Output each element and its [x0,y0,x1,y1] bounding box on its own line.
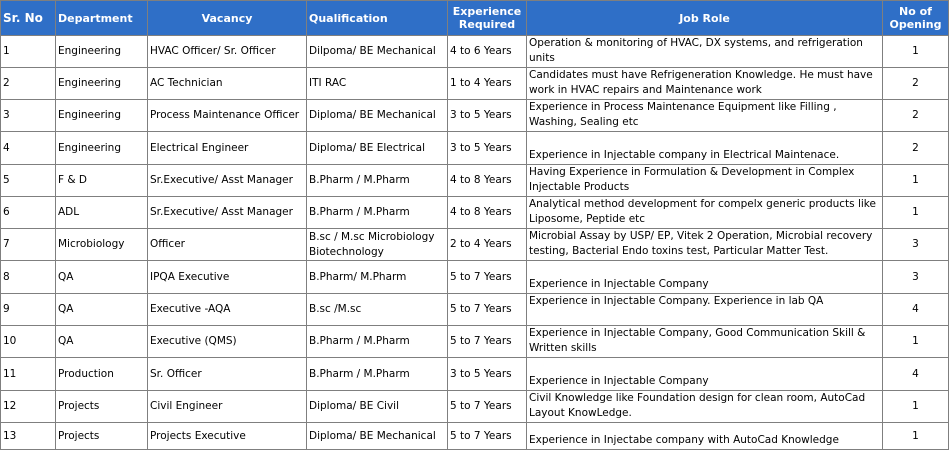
header-job-role: Job Role [527,1,883,36]
cell-vacancy: Officer [148,229,307,261]
cell-department: Engineering [56,132,148,165]
cell-department: Engineering [56,100,148,132]
cell-openings: 3 [883,261,949,294]
header-vacancy: Vacancy [148,1,307,36]
cell-experience: 3 to 5 Years [448,358,527,391]
cell-qualification: B.Pharm / M.Pharm [307,165,448,197]
cell-qualification: Diploma/ BE Mechanical [307,100,448,132]
cell-job-role: Experience in Injectabe company with AutoCad Knowledge [527,423,883,450]
cell-qualification: Dilpoma/ BE Mechanical [307,36,448,68]
table-row [1,294,949,326]
cell-qualification: Diploma/ BE Electrical [307,132,448,165]
header-department: Department [56,1,148,36]
cell-experience: 4 to 6 Years [448,36,527,68]
cell-openings: 1 [883,326,949,358]
cell-vacancy: Executive -AQA [148,294,307,326]
cell-qualification: Diploma/ BE Civil [307,391,448,423]
cell-job-role: Analytical method development for compelx generic products like Liposome, Peptide etc [527,197,883,229]
table-row [1,229,949,261]
cell-vacancy: IPQA Executive [148,261,307,294]
cell-department: QA [56,261,148,294]
cell-vacancy: Electrical Engineer [148,132,307,165]
cell-vacancy: Civil Engineer [148,391,307,423]
cell-openings: 4 [883,294,949,326]
cell-department: ADL [56,197,148,229]
cell-job-role: Operation & monitoring of HVAC, DX systems, and refrigeration units [527,36,883,68]
cell-sr-no: 2 [1,68,56,100]
cell-qualification: B.Pharm / M.Pharm [307,358,448,391]
header-qualification: Qualification [307,1,448,36]
cell-openings: 1 [883,165,949,197]
cell-vacancy: Process Maintenance Officer [148,100,307,132]
table-row [1,197,949,229]
cell-openings: 4 [883,358,949,391]
cell-department: Engineering [56,68,148,100]
cell-sr-no: 13 [1,423,56,450]
cell-sr-no: 1 [1,36,56,68]
cell-job-role: Experience in Injectable Company. Experience in lab QA [527,294,883,326]
cell-vacancy: Projects Executive [148,423,307,450]
cell-experience: 5 to 7 Years [448,391,527,423]
cell-experience: 5 to 7 Years [448,326,527,358]
cell-openings: 1 [883,391,949,423]
cell-openings: 2 [883,68,949,100]
cell-experience: 4 to 8 Years [448,165,527,197]
table-row [1,326,949,358]
table-row [1,165,949,197]
cell-openings: 3 [883,229,949,261]
header-sr-no: Sr. No [1,1,56,36]
cell-experience: 5 to 7 Years [448,423,527,450]
cell-experience: 5 to 7 Years [448,294,527,326]
cell-experience: 5 to 7 Years [448,261,527,294]
cell-experience: 3 to 5 Years [448,132,527,165]
cell-vacancy: Sr.Executive/ Asst Manager [148,165,307,197]
cell-sr-no: 10 [1,326,56,358]
cell-qualification: B.sc / M.sc Microbiology Biotechnology [307,229,448,261]
cell-sr-no: 12 [1,391,56,423]
cell-vacancy: HVAC Officer/ Sr. Officer [148,36,307,68]
cell-department: Production [56,358,148,391]
cell-job-role: Experience in Injectable Company, Good Communication Skill & Written skills [527,326,883,358]
cell-job-role: Candidates must have Refrigeneration Knowledge. He must have work in HVAC repairs and Maintenance work [527,68,883,100]
cell-experience: 3 to 5 Years [448,100,527,132]
header-openings: No of Opening [883,1,949,36]
cell-openings: 2 [883,132,949,165]
cell-qualification: ITI RAC [307,68,448,100]
cell-openings: 1 [883,36,949,68]
table-row [1,132,949,165]
cell-qualification: Diploma/ BE Mechanical [307,423,448,450]
cell-job-role: Experience in Injectable Company [527,358,883,391]
cell-openings: 1 [883,197,949,229]
table-row [1,261,949,294]
cell-sr-no: 7 [1,229,56,261]
cell-sr-no: 9 [1,294,56,326]
table-row [1,68,949,100]
cell-sr-no: 11 [1,358,56,391]
cell-department: QA [56,326,148,358]
header-row [1,1,949,36]
cell-vacancy: Sr. Officer [148,358,307,391]
cell-experience: 4 to 8 Years [448,197,527,229]
cell-vacancy: AC Technician [148,68,307,100]
cell-openings: 2 [883,100,949,132]
cell-department: QA [56,294,148,326]
cell-qualification: B.Pharm / M.Pharm [307,197,448,229]
table-row [1,423,949,450]
table-row [1,36,949,68]
cell-experience: 2 to 4 Years [448,229,527,261]
cell-qualification: B.sc /M.sc [307,294,448,326]
cell-sr-no: 5 [1,165,56,197]
cell-sr-no: 8 [1,261,56,294]
cell-department: Microbiology [56,229,148,261]
cell-qualification: B.Pharm / M.Pharm [307,326,448,358]
cell-vacancy: Sr.Executive/ Asst Manager [148,197,307,229]
header-experience: Experience Required [448,1,527,36]
cell-department: Projects [56,423,148,450]
cell-sr-no: 6 [1,197,56,229]
cell-sr-no: 4 [1,132,56,165]
cell-department: F & D [56,165,148,197]
cell-job-role: Experience in Process Maintenance Equipment like Filling , Washing, Sealing etc [527,100,883,132]
cell-job-role: Civil Knowledge like Foundation design for clean room, AutoCad Layout KnowLedge. [527,391,883,423]
cell-vacancy: Executive (QMS) [148,326,307,358]
cell-job-role: Experience in Injectable company in Electrical Maintenace. [527,132,883,165]
cell-department: Projects [56,391,148,423]
table-row [1,391,949,423]
cell-job-role: Microbial Assay by USP/ EP, Vitek 2 Operation, Microbial recovery testing, Bacterial Endo toxins test, Particular Matter Test. [527,229,883,261]
cell-department: Engineering [56,36,148,68]
cell-openings: 1 [883,423,949,450]
cell-experience: 1 to 4 Years [448,68,527,100]
cell-job-role: Having Experience in Formulation & Development in Complex Injectable Products [527,165,883,197]
cell-qualification: B.Pharm/ M.Pharm [307,261,448,294]
table-row [1,358,949,391]
table-row [1,100,949,132]
cell-job-role: Experience in Injectable Company [527,261,883,294]
cell-sr-no: 3 [1,100,56,132]
